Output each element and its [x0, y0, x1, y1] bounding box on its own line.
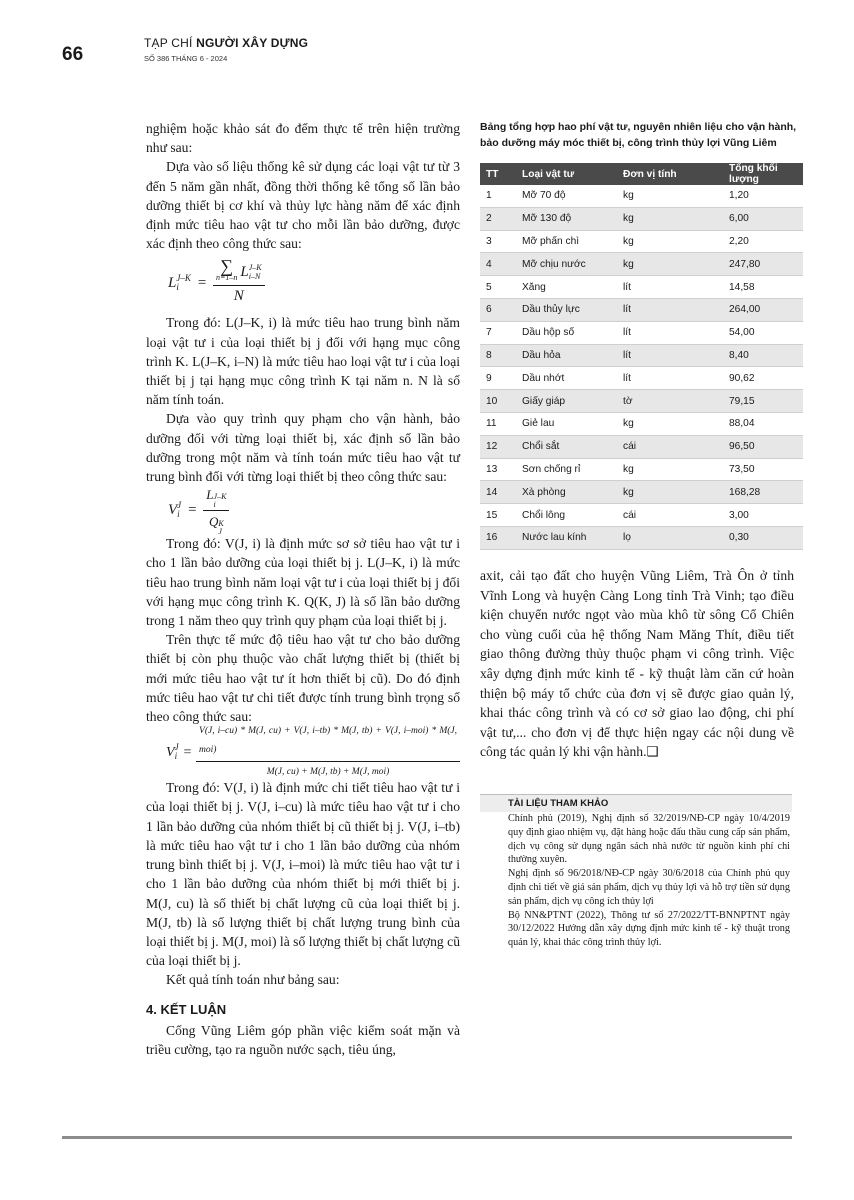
table-cell: 1	[480, 185, 516, 207]
table-cell: kg	[617, 230, 723, 253]
table-cell: Dầu nhớt	[516, 367, 617, 390]
header-cell: Loại vật tư	[516, 163, 617, 185]
table-cell: kg	[617, 207, 723, 230]
table-cell: kg	[617, 185, 723, 207]
header-cell: Tổng khối lượng	[723, 163, 803, 185]
references-box	[480, 794, 792, 950]
table-cell: Chổi sắt	[516, 435, 617, 458]
table-cell: Dầu thủy lực	[516, 298, 617, 321]
table-cell: Nước lau kính	[516, 526, 617, 549]
table-cell: 8,40	[723, 344, 803, 367]
table-cell: 14	[480, 481, 516, 504]
table-row	[480, 185, 803, 207]
table-cell: tờ	[617, 390, 723, 413]
journal-title-prefix: TẠP CHÍ	[144, 36, 193, 50]
table-cell: cái	[617, 504, 723, 527]
table-cell: Chổi lông	[516, 504, 617, 527]
table-cell: 13	[480, 458, 516, 481]
paragraph: Cống Vũng Liêm góp phần việc kiểm soát mặn và triều cường, tạo ra nguồn nước sạch, tiêu úng,	[146, 1022, 460, 1057]
table-row	[480, 367, 803, 390]
table-row	[480, 276, 803, 299]
table-cell: 54,00	[723, 321, 803, 344]
table-cell: 73,50	[723, 458, 803, 481]
table-cell: lọ	[617, 526, 723, 549]
table-cell: 79,15	[723, 390, 803, 413]
end-mark-icon: ❑	[646, 744, 659, 760]
table-header-row	[480, 163, 803, 185]
table-cell: 247,80	[723, 253, 803, 276]
table-row	[480, 481, 803, 504]
formula-lhs: L	[168, 274, 177, 291]
paragraph: Kết quả tính toán như bảng sau:	[166, 972, 340, 988]
table-cell: Sơn chống rỉ	[516, 458, 617, 481]
table-cell: kg	[617, 481, 723, 504]
table-cell: Giấy giáp	[516, 390, 617, 413]
table-cell: Mỡ 130 độ	[516, 207, 617, 230]
table-cell: 14,58	[723, 276, 803, 299]
table-row	[480, 230, 803, 253]
table-row	[480, 207, 803, 230]
formula-average-consumption: L J–K i = ∑ n=1–n L J–K i–N N	[168, 253, 460, 313]
paragraph: nghiệm hoặc khảo sát đo đếm thực tế trên hiện trường như sau:	[146, 121, 460, 156]
journal-title	[144, 36, 308, 50]
table-cell: 168,28	[723, 481, 803, 504]
formula-weighted-norm: V J i = V(J, i–cu) * M(J, cu) + V(J, i–tb) * M(J, tb) + V(J, i–moi) * M(J, moi) M(J, cu) + M(J, tb) + M(J, moi)	[166, 726, 460, 778]
table-cell: 1,20	[723, 185, 803, 207]
table-cell: 3,00	[723, 504, 803, 527]
table-cell: 8	[480, 344, 516, 367]
table-cell: 0,30	[723, 526, 803, 549]
table-cell: 11	[480, 412, 516, 435]
paragraph: Trong đó: V(J, i) là định mức sơ sở tiêu hao vật tư i cho 1 lần bảo dưỡng của loại thiết bị j. L(J–K, i) là mức tiêu hao trung bình năm loại vật tư i của loại thiết bị j đối với hạng mục công trình K. Q(K, J) là số lần bảo dưỡng trong 1 năm theo quy trình quy phạm của loại thiết bị j.	[146, 536, 460, 629]
formula-base-norm: V J i = L J–K i Q K J	[168, 486, 460, 534]
table-cell: 96,50	[723, 435, 803, 458]
table-cell: Dầu hỏa	[516, 344, 617, 367]
table-cell: 2	[480, 207, 516, 230]
table-cell: lít	[617, 367, 723, 390]
table-cell: 15	[480, 504, 516, 527]
table-row	[480, 412, 803, 435]
table-body	[480, 185, 803, 549]
table-cell: 264,00	[723, 298, 803, 321]
paragraph: Dựa vào số liệu thống kê sử dụng các loại vật tư từ 3 đến 5 năm gần nhất, đồng thời thống kê tổng số lần bảo dưỡng thiết bị cơ khí và thủy lực hàng năm để xác định định mức tiêu hao vật tư cho mỗi lần bảo dưỡng, được xác định theo công thức sau:	[146, 159, 460, 252]
references-list	[480, 812, 792, 950]
table-cell: kg	[617, 458, 723, 481]
paragraph: Trong đó: L(J–K, i) là mức tiêu hao trung bình năm loại vật tư i của loại thiết bị j đối với hạng mục công trình K. L(J–K, i–N) là mức tiêu hao loại vật tư i của loại thiết bị j tại hạng mục công trình K tại năm n. N là số năm tính toán.	[146, 315, 460, 408]
table-cell: lít	[617, 298, 723, 321]
page-number: 66	[62, 44, 84, 65]
table-row	[480, 435, 803, 458]
table-cell: 5	[480, 276, 516, 299]
table-row	[480, 298, 803, 321]
table-cell: 10	[480, 390, 516, 413]
table-cell: cái	[617, 435, 723, 458]
table-cell: 90,62	[723, 367, 803, 390]
table-cell: 12	[480, 435, 516, 458]
table-cell: Xăng	[516, 276, 617, 299]
table-cell: Mỡ phấn chì	[516, 230, 617, 253]
section-heading: 4. KẾT LUẬN	[146, 1001, 227, 1017]
table-row	[480, 526, 803, 549]
table-cell: 9	[480, 367, 516, 390]
table-cell: Dầu hộp số	[516, 321, 617, 344]
references-title: TÀI LIỆU THAM KHẢO	[480, 795, 792, 812]
header-cell: TT	[480, 163, 516, 185]
table-cell: Mỡ 70 độ	[516, 185, 617, 207]
header-cell: Đơn vị tính	[617, 163, 723, 185]
table-cell: 7	[480, 321, 516, 344]
table-cell: 2,20	[723, 230, 803, 253]
table-cell: 4	[480, 253, 516, 276]
table-cell: 6,00	[723, 207, 803, 230]
table-row	[480, 253, 803, 276]
table-cell: 3	[480, 230, 516, 253]
right-column	[480, 566, 794, 762]
table-cell: 88,04	[723, 412, 803, 435]
table-cell: kg	[617, 412, 723, 435]
issue-info: SỐ 386 THÁNG 6 - 2024	[144, 54, 228, 63]
table-row	[480, 458, 803, 481]
table-cell: kg	[617, 253, 723, 276]
paragraph: Trên thực tế mức độ tiêu hao vật tư cho bảo dưỡng thiết bị còn phụ thuộc vào chất lượng thiết bị (thiết bị mới mức tiêu hao vật tư ít hơn thiết bị cũ). Do đó định mức tiêu hao vật tư chi tiết được tính trung bình trọng số theo công thức sau:	[146, 632, 460, 725]
materials-table	[480, 163, 803, 550]
table-row	[480, 321, 803, 344]
paragraph: Dựa vào quy trình quy phạm cho vận hành, bảo dưỡng đối với từng loại thiết bị, xác định số lần bảo dưỡng trong một năm và tính toán mức tiêu hao vật tư trung bình đối với từng loại thiết bị theo công thức sau:	[146, 411, 460, 485]
table-cell: Giẻ lau	[516, 412, 617, 435]
footer-rule	[62, 1136, 792, 1139]
reference-item: Bộ NN&PTNT (2022), Thông tư số 27/2022/TT-BNNPTNT ngày 30/12/2022 Hướng dẫn xây dựng định mức kinh tế - kỹ thuật trong quản lý, khai thác công trình thủy lợi.	[508, 909, 790, 949]
table-cell: lít	[617, 344, 723, 367]
paragraph: axit, cải tạo đất cho huyện Vũng Liêm, Trà Ôn ở tỉnh Vĩnh Long và huyện Càng Long tỉnh Trà Vinh; tạo điều kiện chuyển nước ngọt vào mùa khô từ sông Cổ Chiên cho vùng cuối của hệ thống Nam Măng Thít, điều tiết giao thông đường thủy thuộc phạm vi công trình. Việc xây dựng định mức kinh tế - kỹ thuật làm căn cứ hoàn thiện bộ máy tổ chức của đơn vị sẽ được giao quản lý, khai thác công trình và có cơ sở giao lao động, chi phí vật tư,... cho đơn vị để thực hiện ngay các nội dung về công tác quản lý khi vận hành.❑	[480, 568, 794, 760]
table-row	[480, 344, 803, 367]
table-cell: Xà phòng	[516, 481, 617, 504]
table-cell: lít	[617, 321, 723, 344]
table-caption: Bảng tổng hợp hao phí vật tư, nguyên nhiên liệu cho vận hành, bảo dưỡng máy móc thiết bị, công trình thủy lợi Vũng Liêm	[480, 121, 797, 149]
table-cell: 16	[480, 526, 516, 549]
table-cell: Mỡ chịu nước	[516, 253, 617, 276]
reference-item: Chính phủ (2019), Nghị định số 32/2019/NĐ-CP ngày 10/4/2019 quy định giao nhiệm vụ, đặt hàng hoặc đấu thầu cung cấp sản phẩm, dịch vụ công sử dụng ngân sách nhà nước từ nguồn kinh phí chi thường xuyên.	[508, 813, 790, 866]
reference-item: Nghị định số 96/2018/NĐ-CP ngày 30/6/2018 của Chính phủ quy định chi tiết về giá sản phẩm, dịch vụ thủy lợi và hỗ trợ tiền sử dụng sản phẩm, dịch vụ công ích thủy lợi	[508, 868, 790, 907]
table-cell: 6	[480, 298, 516, 321]
table-cell: lít	[617, 276, 723, 299]
paragraph: Trong đó: V(J, i) là định mức chi tiết tiêu hao vật tư i của loại thiết bị j. V(J, i–cu) là mức tiêu hao vật tư i cho 1 lần bảo dưỡng của nhóm thiết bị cũ thiết bị j. V(J, i–tb) là mức tiêu hao vật tư i cho 1 lần bảo dưỡng của nhóm trung bình thiết bị j. V(J, i–moi) là mức tiêu hao vật tư i cho 1 lần bảo dưỡng của nhóm thiết bị mới thiết bị j. M(J, cu) là số thiết bị chất lượng cũ của loại thiết bị j. M(J, tb) là số lượng thiết bị chất lượng trung bình của loại thiết bị j. M(J, moi) là số lượng thiết bị chất lượng cũ của loại thiết bị j.	[146, 780, 460, 969]
table-row	[480, 504, 803, 527]
journal-title-name: NGƯỜI XÂY DỰNG	[196, 36, 309, 50]
table-row	[480, 390, 803, 413]
left-column	[146, 119, 460, 1059]
